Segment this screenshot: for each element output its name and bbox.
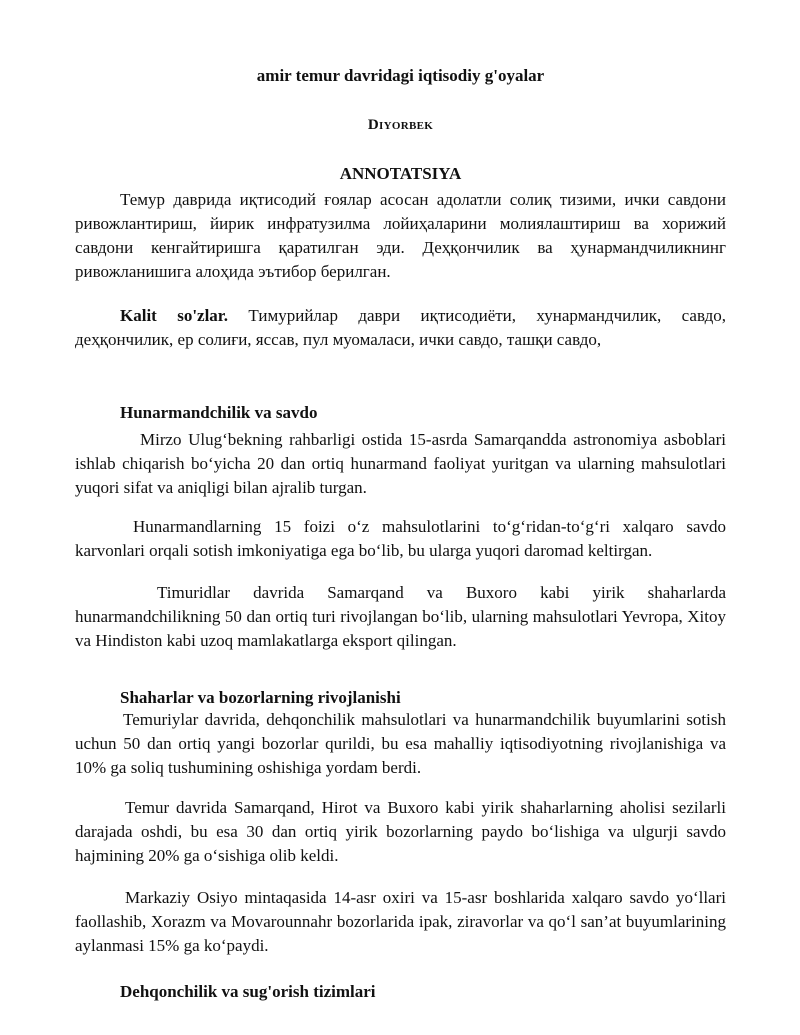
section-paragraph: Temur davrida Samarqand, Hirot va Buxoro kabi yirik shaharlarning aholisi sezilarli darajada oshdi, bu esa 30 dan ortiq yirik bozorlarning paydo bo‘lishiga va ulgurji savdo hajmining 20% ga o‘sishiga olib keldi. [75, 798, 726, 865]
section-paragraph: Timuridlar davrida Samarqand va Buxoro kabi yirik shaharlarda hunarmandchilikning 50 dan ortiq turi rivojlangan bo‘lib, ularning mahsulotlari Yevropa, Xitoy va Hindiston kabi uzoq mamlakatlarga eksport qilingan. [75, 583, 726, 650]
annotation-heading: ANNOTATSIYA [339, 164, 462, 183]
keywords-paragraph [75, 304, 726, 352]
keywords-text: Тимурийлар даври иқтисодиёти, хунармандчилик, савдо, деҳқончилик, ер солиғи, яссав, пул муомаласи, ички савдо, ташқи савдо, [75, 306, 726, 349]
section-paragraph: Mirzo Ulug‘bekning rahbarligi ostida 15-asrda Samarqandda astronomiya asboblari ishlab chiqarish bo‘yicha 20 dan ortiq hunarmand faoliyat yuritgan va ularning mahsulotlari yuqori sifat va aniqligi bilan ajralib turgan. [75, 430, 726, 497]
document-title: amir temur davridagi iqtisodiy g'oyalar [256, 66, 545, 85]
section-paragraph: Hunarmandlarning 15 foizi o‘z mahsulotlarini to‘g‘ridan-to‘g‘ri xalqaro savdo karvonlari orqali sotish imkoniyatiga ega bo‘lib, bu ularga yuqori daromad keltirgan. [75, 517, 726, 560]
annotation-paragraph: Темур даврида иқтисодий ғоялар асосан адолатли солиқ тизими, ички савдони ривожлантириш, йирик инфратузилма лойиҳаларини молиялаштириш ва хорижий савдони кенгайтиришга қаратилган эди. Деҳқончилик ва ҳунармандчиликнинг ривожланишига алоҳида эътибор берилган. [75, 190, 726, 281]
section-paragraph: Markaziy Osiyo mintaqasida 14-asr oxiri va 15-asr boshlarida xalqaro savdo yo‘llari faollashib, Xorazm va Movarounnahr bozorlarida ipak, ziravorlar va qo‘l san’at buyumlarining aylanmasi 15% ga ko‘paydi. [75, 888, 726, 955]
section-heading: Shaharlar va bozorlarning rivojlanishi [120, 688, 401, 707]
section-heading: Dehqonchilik va sug'orish tizimlari [120, 982, 376, 1001]
author-name: Diyorbek [367, 117, 434, 133]
section-heading: Hunarmandchilik va savdo [120, 403, 318, 422]
keywords-label: Kalit so'zlar. [120, 306, 229, 325]
section-paragraph: Temuriylar davrida, dehqonchilik mahsulotlari va hunarmandchilik buyumlarini sotish uchun 50 dan ortiq yangi bozorlar qurildi, bu esa mahalliy iqtisodiyotning rivojlanishiga va 10% ga soliq tushumining oshishiga yordam berdi. [75, 710, 726, 777]
